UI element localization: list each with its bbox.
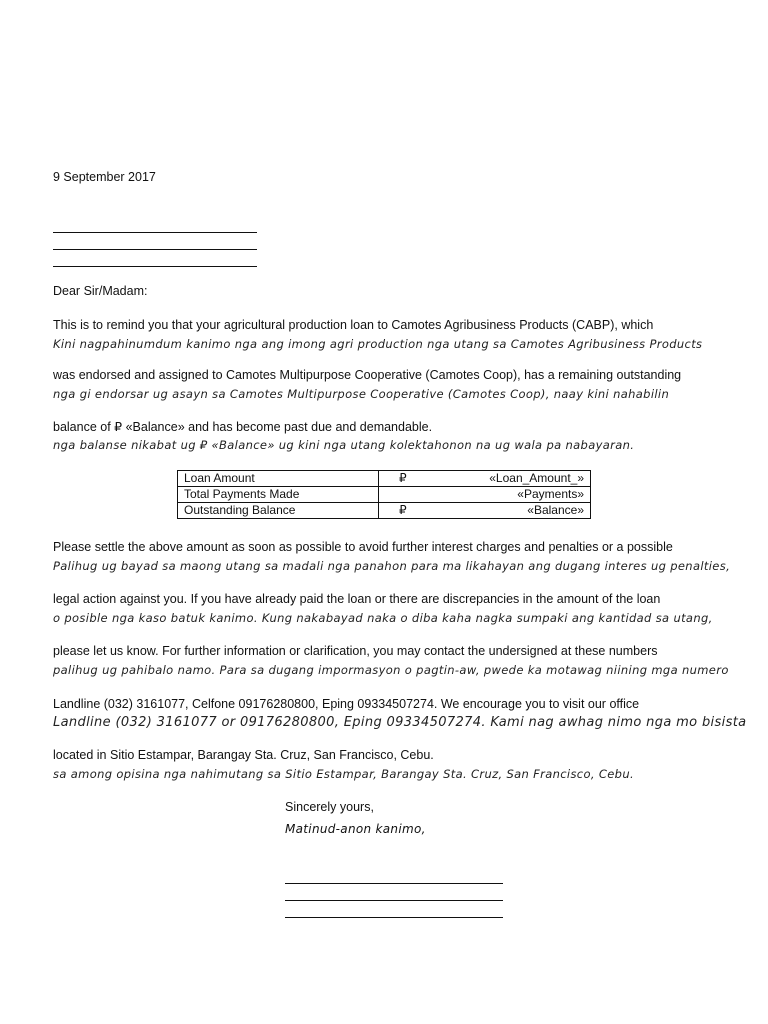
recipient-blank-line <box>53 249 257 250</box>
loan-summary-table <box>177 470 591 519</box>
table-cell-label: Outstanding Balance <box>178 503 379 519</box>
letter-date: 9 September 2017 <box>53 170 156 184</box>
paragraph-en: Landline (032) 3161077, Celfone 09176280800, Eping 09334507274. We encourage you to visit our office <box>53 697 640 711</box>
closing-english: Sincerely yours, <box>285 800 374 814</box>
table-cell-value <box>379 487 591 503</box>
paragraph-en: balance of ₽ «Balance» and has become past due and demandable. <box>53 420 433 434</box>
paragraph-ceb: o posible nga kaso batuk kanimo. Kung nakabayad naka o diba kaha nagka sumpaki ang kantidad sa utang, <box>53 611 713 625</box>
paragraph-en: Please settle the above amount as soon as possible to avoid further interest charges and penalties or a possible <box>53 540 673 554</box>
paragraph-ceb: nga balanse nikabat ug ₽ «Balance» ug kini nga utang kolektahonon na ug wala pa nabayaran. <box>53 438 635 452</box>
paragraph-ceb: sa among opisina nga nahimutang sa Sitio Estampar, Barangay Sta. Cruz, San Francisco, Cebu. <box>53 767 634 781</box>
paragraph-en: legal action against you. If you have already paid the loan or there are discrepancies in the amount of the loan <box>53 592 661 606</box>
table-row <box>178 471 591 487</box>
signature-blank-line <box>285 900 503 901</box>
signature-blank-line <box>285 917 503 918</box>
paragraph-en: was endorsed and assigned to Camotes Multipurpose Cooperative (Camotes Coop), has a remaining outstanding <box>53 368 682 382</box>
paragraph-ceb: Kini nagpahinumdum kanimo nga ang imong agri production nga utang sa Camotes Agribusiness Products <box>53 337 703 351</box>
peso-sign: ₽ <box>399 471 407 485</box>
amount-field: «Payments» <box>517 487 584 501</box>
paragraph-ceb: nga gi endorsar ug asayn sa Camotes Multipurpose Cooperative (Camotes Coop), naay kini nahabilin <box>53 387 670 401</box>
paragraph-ceb: Palihug ug bayad sa maong utang sa madali nga panahon para ma likahayan ang dugang interes ug penalties, <box>53 559 731 573</box>
table-cell-value <box>379 471 591 487</box>
closing-cebuano: Matinud-anon kanimo, <box>285 822 426 836</box>
salutation: Dear Sir/Madam: <box>53 284 148 298</box>
signature-blank-line <box>285 883 503 884</box>
table-cell-label: Total Payments Made <box>178 487 379 503</box>
table-row <box>178 503 591 519</box>
paragraph-en: located in Sitio Estampar, Barangay Sta. Cruz, San Francisco, Cebu. <box>53 748 434 762</box>
peso-sign: ₽ <box>399 503 407 517</box>
table-cell-value <box>379 503 591 519</box>
paragraph-en: please let us know. For further information or clarification, you may contact the undersigned at these numbers <box>53 644 658 658</box>
paragraph-en: This is to remind you that your agricultural production loan to Camotes Agribusiness Products (CABP), which <box>53 318 654 332</box>
paragraph-ceb: palihug ug pahibalo namo. Para sa dugang impormasyon o pagtin-aw, pwede ka motawag niining mga numero <box>53 663 729 677</box>
amount-field: «Loan_Amount_» <box>489 471 584 485</box>
table-cell-label: Loan Amount <box>178 471 379 487</box>
table-row <box>178 487 591 503</box>
recipient-blank-line <box>53 266 257 267</box>
paragraph-ceb: Landline (032) 3161077 or 09176280800, Eping 09334507274. Kami nag awhag nimo nga mo bisista <box>53 715 747 730</box>
amount-field: «Balance» <box>527 503 584 517</box>
recipient-blank-line <box>53 232 257 233</box>
